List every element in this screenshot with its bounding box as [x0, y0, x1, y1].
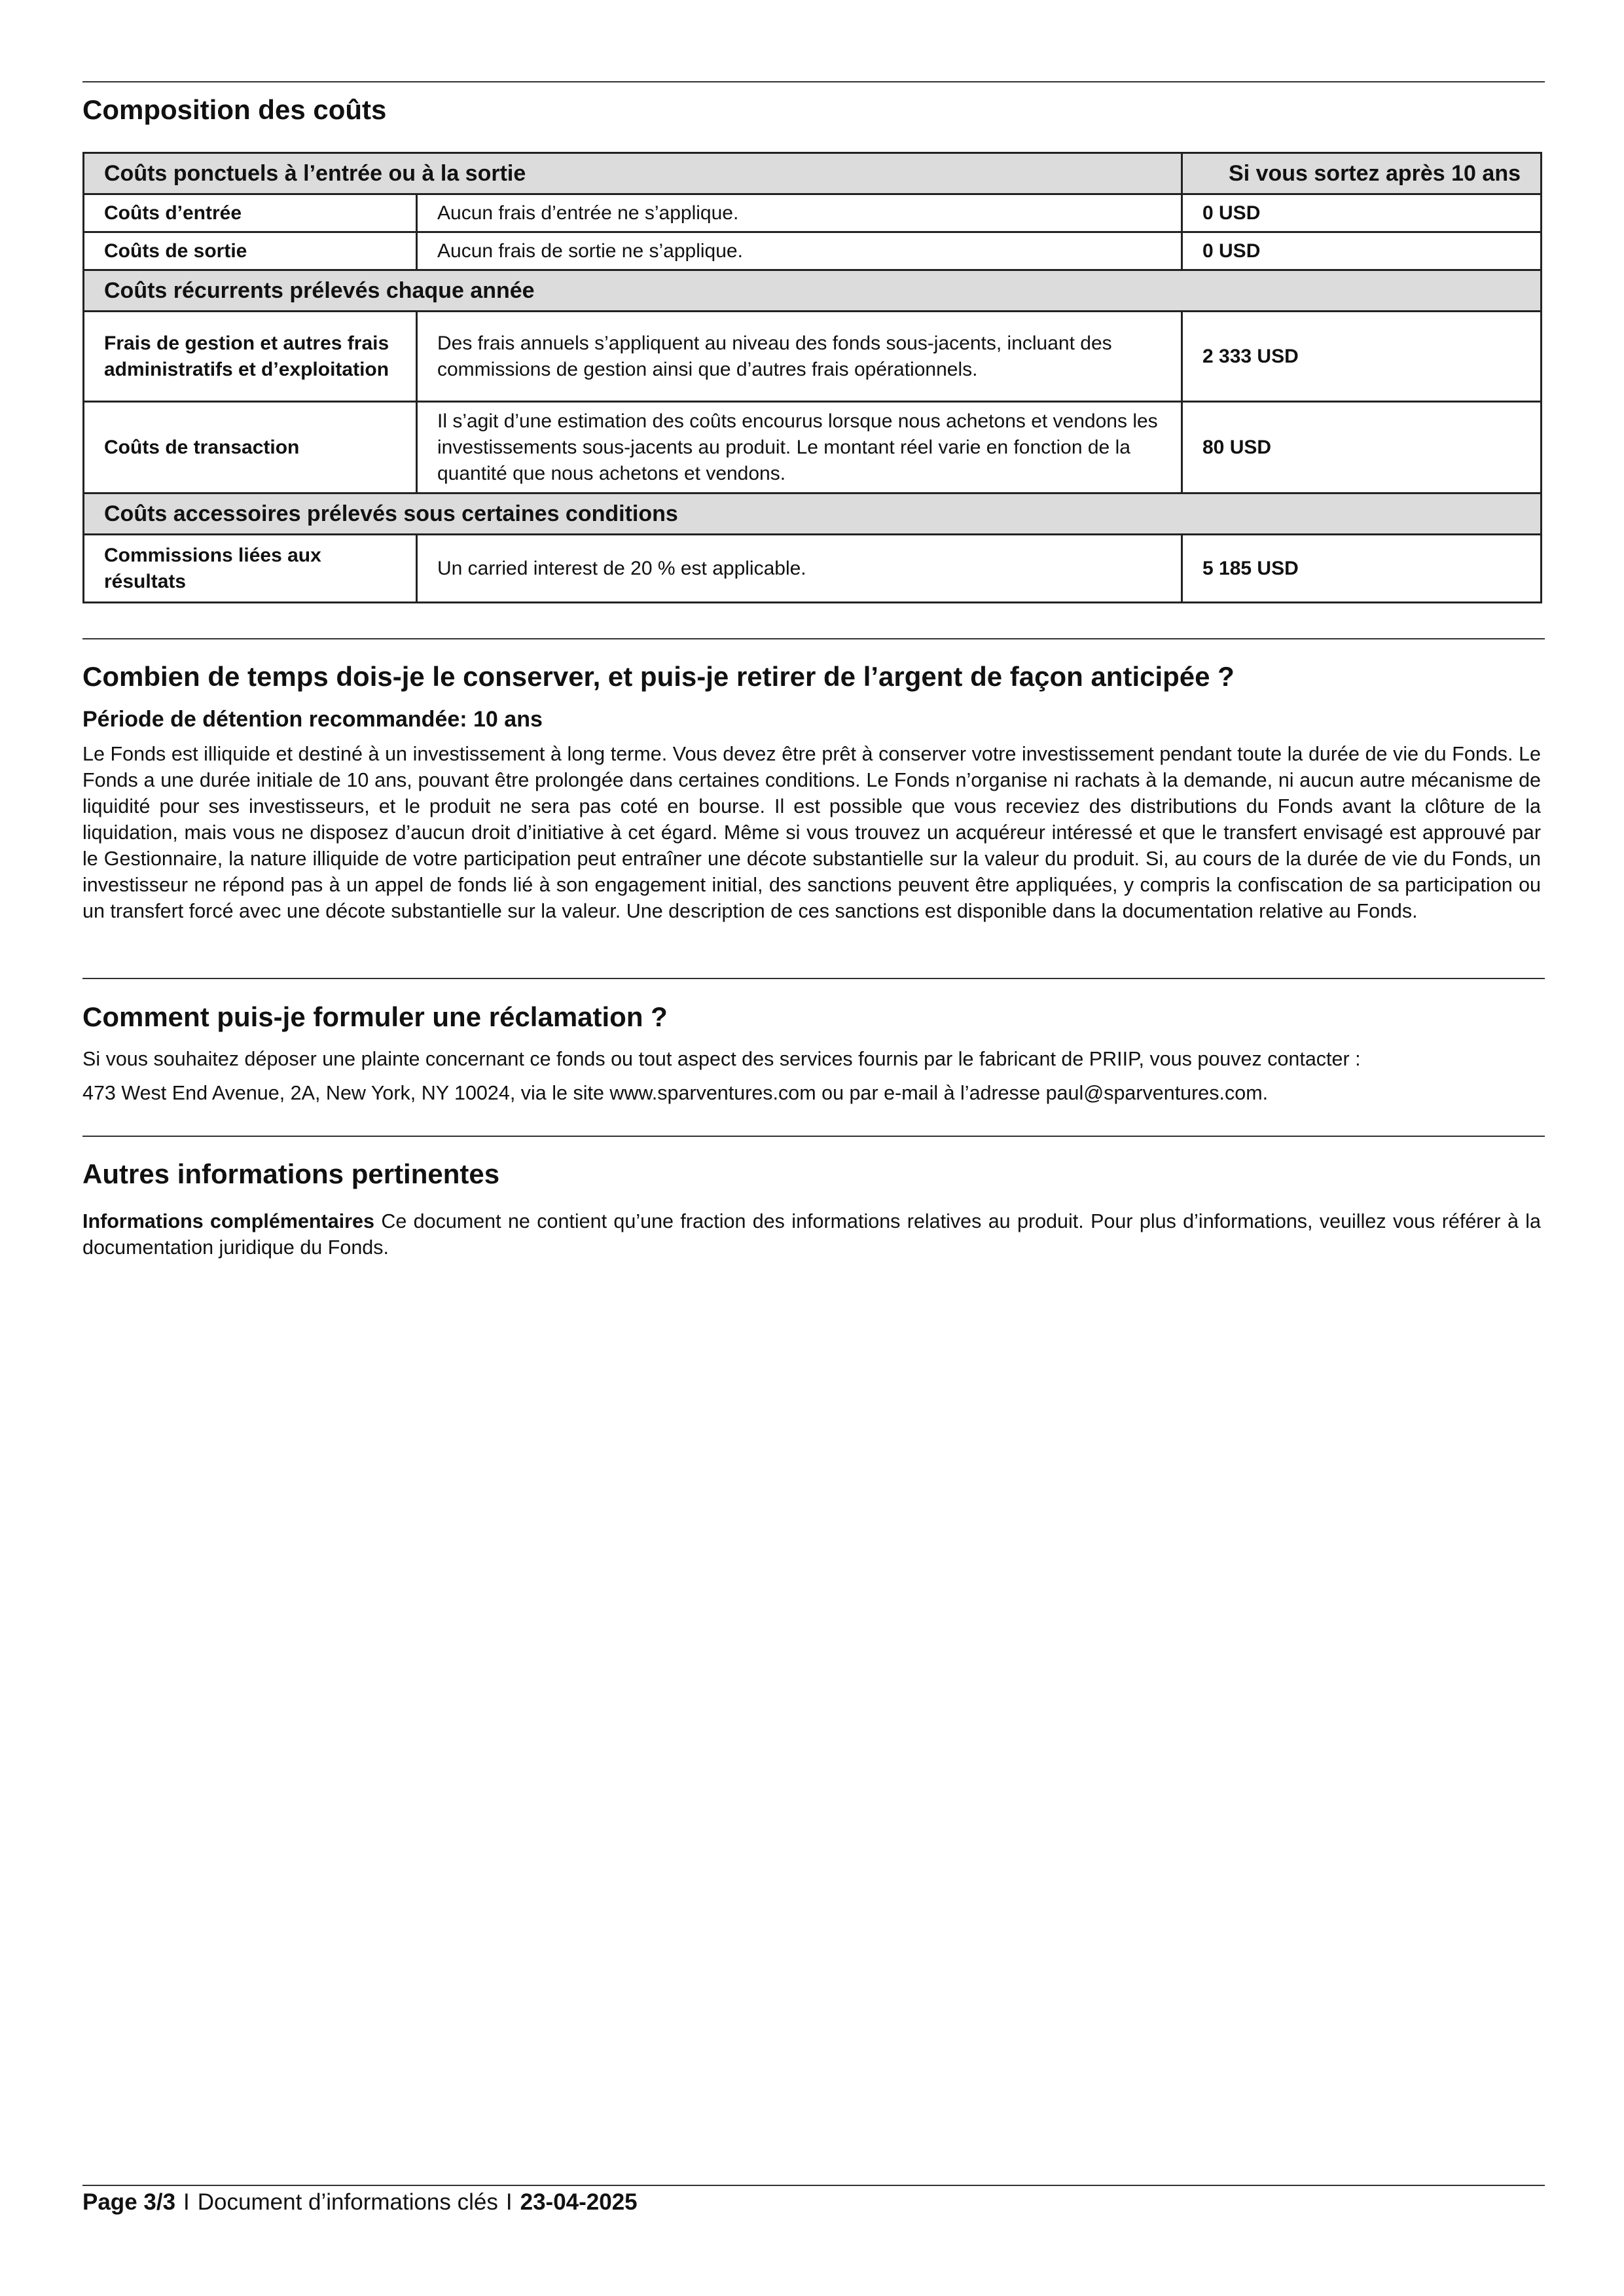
management-fees-label: Frais de gestion et autres frais administratifs et d’exploitation	[84, 312, 417, 402]
section-divider	[82, 638, 1545, 639]
holding-title: Combien de temps dois-je le conserver, et puis-je retirer de l’argent de façon anticipée ?	[82, 661, 1235, 692]
management-fees-description: Des frais annuels s’appliquent au niveau des fonds sous-jacents, incluant des commissions de gestion ainsi que d’autres frais opérationnels.	[417, 312, 1182, 402]
holding-text: Le Fonds est illiquide et destiné à un investissement à long terme. Vous devez être prêt à conserver votre investissement pendant toute la durée de vie du Fonds. Le Fonds a une durée initiale de 10 ans, pouvant être prolongée dans certaines conditions. Le Fonds n’organise ni rachats à la demande, ni aucun autre mécanisme de liquidité pour ses investisseurs, et le produit ne sera pas coté en bourse. Il est possible que vous receviez des distributions du Fonds avant la clôture de la liquidation, mais vous ne disposez d’aucun droit d’initiative à cet égard. Même si vous trouvez un acquéreur intéressé et que le transfert envisagé est approuvé par le Gestionnaire, la nature illiquide de votre participation peut entraîner une décote substantielle sur la valeur du produit. Si, au cours de la durée de vie du Fonds, un investisseur ne répond pas à un appel de fonds lié à son engagement initial, des sanctions peuvent être appliquées, y compris la confiscation de sa participation ou un transfert forcé avec une décote substantielle sur la valeur. Une description de ces sanctions est disponible dans la documentation relative au Fonds.	[82, 743, 1541, 922]
performance-fees-amount: 5 185 USD	[1182, 535, 1542, 603]
table-row	[84, 535, 1542, 603]
header-one-off: Coûts ponctuels à l’entrée ou à la sortie	[84, 153, 1182, 194]
other-info-lead: Informations complémentaires	[82, 1210, 374, 1232]
section-divider	[82, 1136, 1545, 1137]
table-row	[84, 312, 1542, 402]
other-info-text	[82, 1208, 1541, 1261]
entry-costs-description: Aucun frais d’entrée ne s’applique.	[417, 194, 1182, 232]
transaction-costs-description: Il s’agit d’une estimation des coûts encourus lorsque nous achetons et vendons les investissements sous-jacents au produit. Le montant réel varie en fonction de la quantité que nous achetons et vendons.	[417, 402, 1182, 493]
management-fees-amount: 2 333 USD	[1182, 312, 1542, 402]
page-footer	[82, 2189, 638, 2215]
table-header-row	[84, 153, 1542, 194]
exit-costs-amount: 0 USD	[1182, 232, 1542, 270]
exit-costs-description: Aucun frais de sortie ne s’applique.	[417, 232, 1182, 270]
table-row	[84, 194, 1542, 232]
top-divider	[82, 81, 1545, 82]
header-exit-after: Si vous sortez après 10 ans	[1182, 153, 1542, 194]
complaint-title: Comment puis-je formuler une réclamation ?	[82, 1001, 668, 1032]
document-date: 23-04-2025	[520, 2189, 638, 2215]
transaction-costs-amount: 80 USD	[1182, 402, 1542, 493]
footer-separator: I	[505, 2189, 513, 2215]
document-name: Document d’informations clés	[197, 2189, 498, 2215]
entry-costs-amount: 0 USD	[1182, 194, 1542, 232]
composition-title: Composition des coûts	[82, 94, 387, 125]
performance-fees-description: Un carried interest de 20 % est applicable.	[417, 535, 1182, 603]
page-number: Page 3/3	[82, 2189, 176, 2215]
table-row	[84, 232, 1542, 270]
table-section-row	[84, 270, 1542, 312]
complaint-address: 473 West End Avenue, 2A, New York, NY 10024, via le site www.sparventures.com ou par e-mail à l’adresse paul@sparventures.com.	[82, 1082, 1269, 1104]
table-row	[84, 402, 1542, 493]
footer-separator: I	[183, 2189, 190, 2215]
header-recurring: Coûts récurrents prélevés chaque année	[84, 270, 1542, 312]
complaint-text: Si vous souhaitez déposer une plainte concernant ce fonds ou tout aspect des services fournis par le fabricant de PRIIP, vous pouvez contacter :	[82, 1048, 1361, 1070]
performance-fees-label: Commissions liées aux résultats	[84, 535, 417, 603]
costs-table	[82, 152, 1542, 603]
header-incidental: Coûts accessoires prélevés sous certaines conditions	[84, 493, 1542, 535]
entry-costs-label: Coûts d’entrée	[84, 194, 417, 232]
footer-divider	[82, 2185, 1545, 2186]
section-divider	[82, 978, 1545, 979]
exit-costs-label: Coûts de sortie	[84, 232, 417, 270]
other-info-title: Autres informations pertinentes	[82, 1158, 500, 1189]
other-info-body: Ce document ne contient qu’une fraction des informations relatives au produit. Pour plus d’informations, veuillez vous référer à la documentation juridique du Fonds.	[82, 1210, 1542, 1259]
transaction-costs-label: Coûts de transaction	[84, 402, 417, 493]
holding-subtitle: Période de détention recommandée: 10 ans	[82, 707, 543, 732]
table-section-row	[84, 493, 1542, 535]
